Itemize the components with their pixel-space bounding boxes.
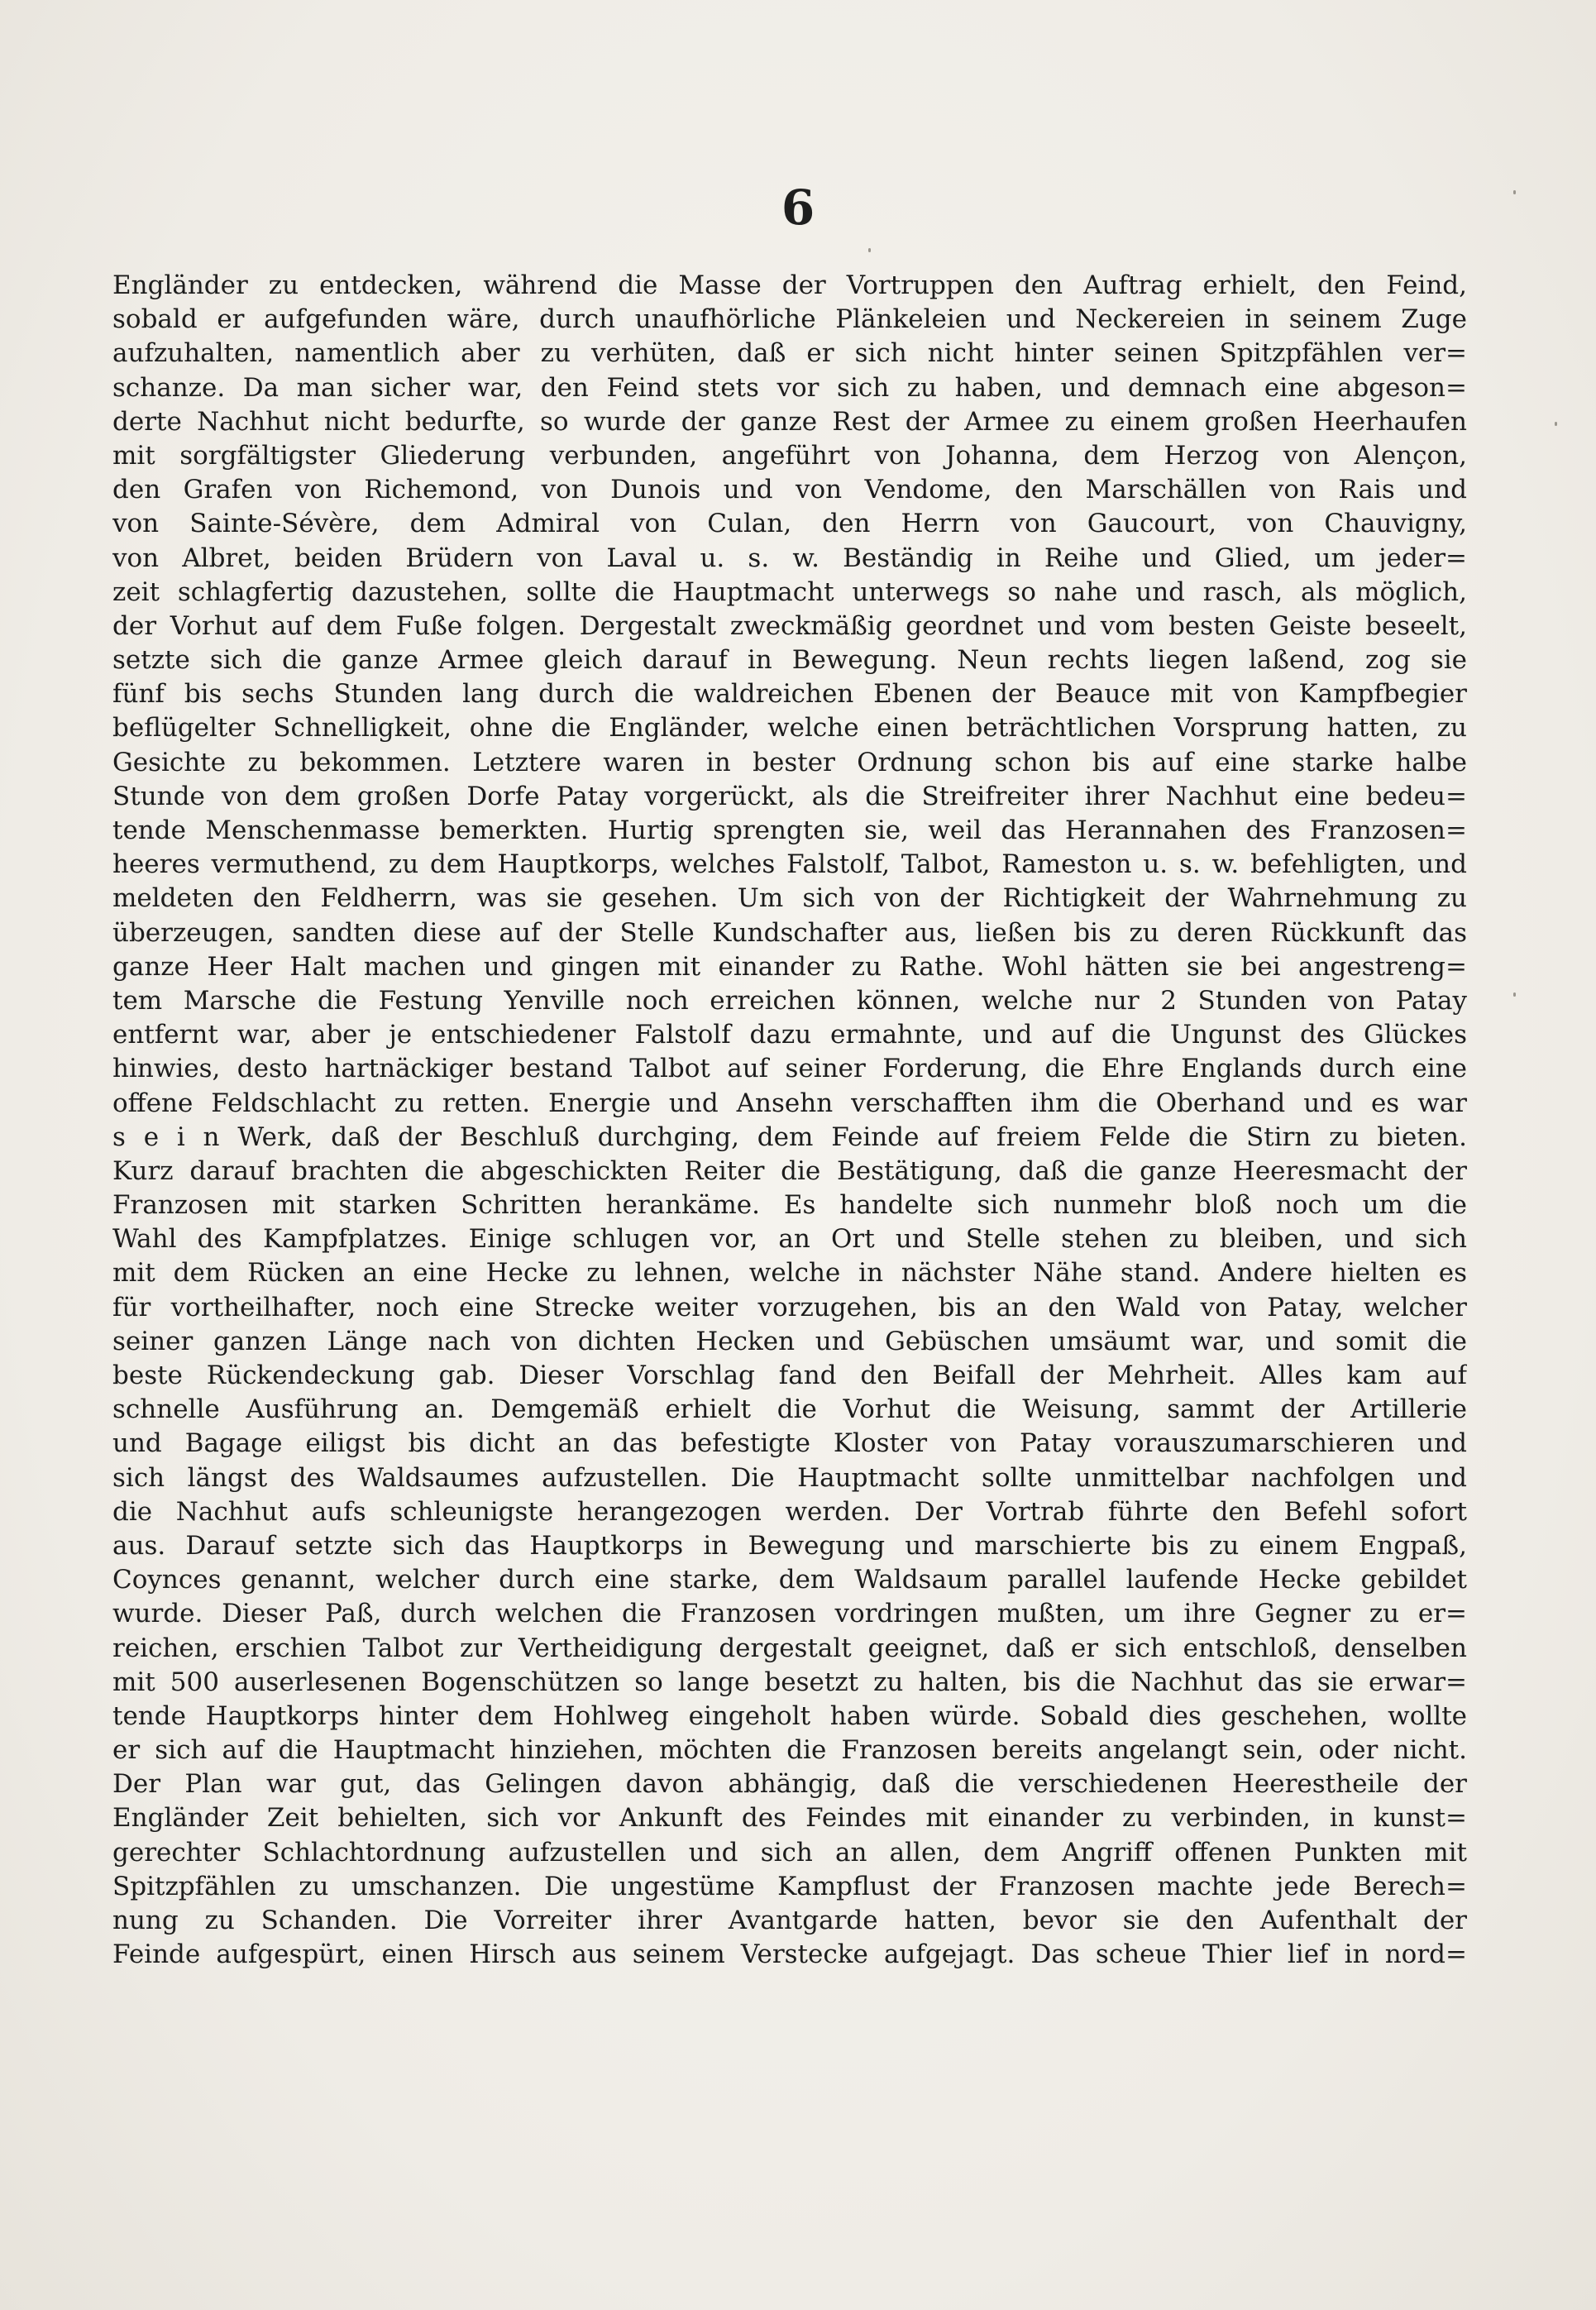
text-line: mit dem Rücken an eine Hecke zu lehnen, welche in nächster Nähe stand. Andere hielten es (112, 1258, 1467, 1289)
text-line: Engländer zu entdecken, während die Masse der Vortruppen den Auftrag erhielt, den Feind, (112, 270, 1467, 300)
text-line: schanze. Da man sicher war, den Feind stets vor sich zu haben, und demnach eine abgeson= (112, 372, 1467, 403)
text-line: Franzosen mit starken Schritten herankäme. Es handelte sich nunmehr bloß noch um die (112, 1190, 1467, 1221)
text-line: nung zu Schanden. Die Vorreiter ihrer Avantgarde hatten, bevor sie den Aufenthalt der (112, 1906, 1467, 1935)
text-line: von Sainte-Sévère, dem Admiral von Culan, den Herrn von Gaucourt, von Chauvigny, (112, 509, 1467, 539)
text-line: aus. Darauf setzte sich das Hauptkorps in Bewegung und marschierte bis zu einem Engpaß, (112, 1530, 1467, 1561)
text-line: setzte sich die ganze Armee gleich darauf in Bewegung. Neun rechts liegen laßend, zog sie (112, 645, 1467, 676)
text-line: Der Plan war gut, das Gelingen davon abhängig, daß die verschiedenen Heerestheile der (112, 1769, 1467, 1800)
text-line: Wahl des Kampfplatzes. Einige schlugen vor, an Ort und Stelle stehen zu bleiben, und sich (112, 1224, 1467, 1255)
text-line: Gesichte zu bekommen. Letztere waren in bester Ordnung schon bis auf eine starke halbe (112, 747, 1467, 777)
text-line: er sich auf die Hauptmacht hinziehen, möchten die Franzosen bereits angelangt sein, oder nicht. (112, 1735, 1467, 1766)
text-line: Spitzpfählen zu umschanzen. Die ungestüme Kampflust der Franzosen machte jede Berech= (112, 1871, 1467, 1901)
text-line: Coynces genannt, welcher durch eine starke, dem Waldsaum parallel laufende Hecke gebildet (112, 1565, 1467, 1595)
text-line: die Nachhut aufs schleunigste herangezogen werden. Der Vortrab führte den Befehl sofort (112, 1496, 1467, 1527)
text-line: überzeugen, sandten diese auf der Stelle Kundschafter aus, ließen bis zu deren Rückkunft das (112, 917, 1467, 948)
text-line: offene Feldschlacht zu retten. Energie und Ansehn verschafften ihm die Oberhand und es war (112, 1088, 1467, 1118)
text-line: den Grafen von Richemond, von Dunois und von Vendome, den Marschällen von Rais und (112, 475, 1467, 505)
text-line: meldeten den Feldherrn, was sie gesehen. Um sich von der Richtigkeit der Wahrnehmung zu (112, 883, 1467, 914)
text-line: schnelle Ausführung an. Demgemäß erhielt die Vorhut die Weisung, sammt der Artillerie (112, 1394, 1467, 1425)
text-line: mit 500 auserlesenen Bogenschützen so lange besetzt zu halten, bis die Nachhut das sie erwar= (112, 1667, 1467, 1697)
text-line: hinwies, desto hartnäckiger bestand Talbot auf seiner Forderung, die Ehre Englands durch eine (112, 1054, 1467, 1084)
text-line: von Albret, beiden Brüdern von Laval u. s. w. Beständig in Reihe und Glied, um jeder= (112, 543, 1467, 573)
text-line: tem Marsche die Festung Yenville noch erreichen können, welche nur 2 Stunden von Patay (112, 985, 1467, 1016)
text-line: gerechter Schlachtordnung aufzustellen und sich an allen, dem Angriff offenen Punkten mit (112, 1837, 1467, 1868)
paper-speck (1555, 422, 1557, 426)
text-line: reichen, erschien Talbot zur Vertheidigung dergestalt geeignet, daß er sich entschloß, denselben (112, 1633, 1467, 1663)
text-line: und Bagage eiligst bis dicht an das befestigte Kloster von Patay vorauszumarschieren und (112, 1428, 1467, 1459)
text-line: tende Menschenmasse bemerkten. Hurtig sprengten sie, weil das Herannahen des Franzosen= (112, 815, 1467, 845)
text-line: entfernt war, aber je entschiedener Falstolf dazu ermahnte, und auf die Ungunst des Glückes (112, 1020, 1467, 1050)
text-line: für vortheilhafter, noch eine Strecke weiter vorzugehen, bis an den Wald von Patay, welcher (112, 1292, 1467, 1322)
text-line: Kurz darauf brachten die abgeschickten Reiter die Bestätigung, daß die ganze Heeresmacht der (112, 1155, 1467, 1186)
text-line: tende Hauptkorps hinter dem Hohlweg eingeholt haben würde. Sobald dies geschehen, wollte (112, 1700, 1467, 1731)
text-line: s e i n Werk, daß der Beschluß durchging, dem Feinde auf freiem Felde die Stirn zu bieten. (112, 1122, 1467, 1152)
text-line: sobald er aufgefunden wäre, durch unaufhörliche Plänkeleien und Neckereien in seinem Zuge (112, 304, 1467, 335)
text-line: Engländer Zeit behielten, sich vor Ankunft des Feindes mit einander zu verbinden, in kunst= (112, 1803, 1467, 1834)
text-line: beste Rückendeckung gab. Dieser Vorschlag fand den Beifall der Mehrheit. Alles kam auf (112, 1361, 1467, 1390)
text-line: Stunde von dem großen Dorfe Patay vorgerückt, als die Streifreiter ihrer Nachhut eine bedeu= (112, 781, 1467, 811)
text-line: wurde. Dieser Paß, durch welchen die Franzosen vordringen mußten, um ihre Gegner zu er= (112, 1599, 1467, 1629)
text-line: fünf bis sechs Stunden lang durch die waldreichen Ebenen der Beauce mit von Kampfbegier (112, 679, 1467, 710)
text-line: seiner ganzen Länge nach von dichten Hecken und Gebüschen umsäumt war, und somit die (112, 1326, 1467, 1356)
paper-speck (868, 248, 871, 252)
body-text (112, 269, 1467, 1972)
text-line: derte Nachhut nicht bedurfte, so wurde der ganze Rest der Armee zu einem großen Heerhaufen (112, 406, 1467, 437)
text-line: ganze Heer Halt machen und gingen mit einander zu Rathe. Wohl hätten sie bei angestreng= (112, 951, 1467, 982)
text-line: beflügelter Schnelligkeit, ohne die Engländer, welche einen beträchtlichen Vorsprung hatten, zu (112, 713, 1467, 744)
text-line: sich längst des Waldsaumes aufzustellen. Die Hauptmacht sollte unmittelbar nachfolgen und (112, 1462, 1467, 1493)
page-number: 6 (781, 179, 815, 236)
text-line: heeres vermuthend, zu dem Hauptkorps, welches Falstolf, Talbot, Rameston u. s. w. befehligten, und (112, 849, 1467, 880)
text-line: zeit schlagfertig dazustehen, sollte die Hauptmacht unterwegs so nahe und rasch, als möglich, (112, 576, 1467, 607)
text-line: der Vorhut auf dem Fuße folgen. Dergestalt zweckmäßig geordnet und vom besten Geiste beseelt, (112, 610, 1467, 641)
paper-speck (1513, 992, 1516, 997)
text-line: aufzuhalten, namentlich aber zu verhüten, daß er sich nicht hinter seinen Spitzpfählen ver= (112, 338, 1467, 369)
text-line: Feinde aufgespürt, einen Hirsch aus seinem Verstecke aufgejagt. Das scheue Thier lief in nord= (112, 1939, 1467, 1970)
text-line: mit sorgfältigster Gliederung verbunden, angeführt von Johanna, dem Herzog von Alençon, (112, 440, 1467, 471)
